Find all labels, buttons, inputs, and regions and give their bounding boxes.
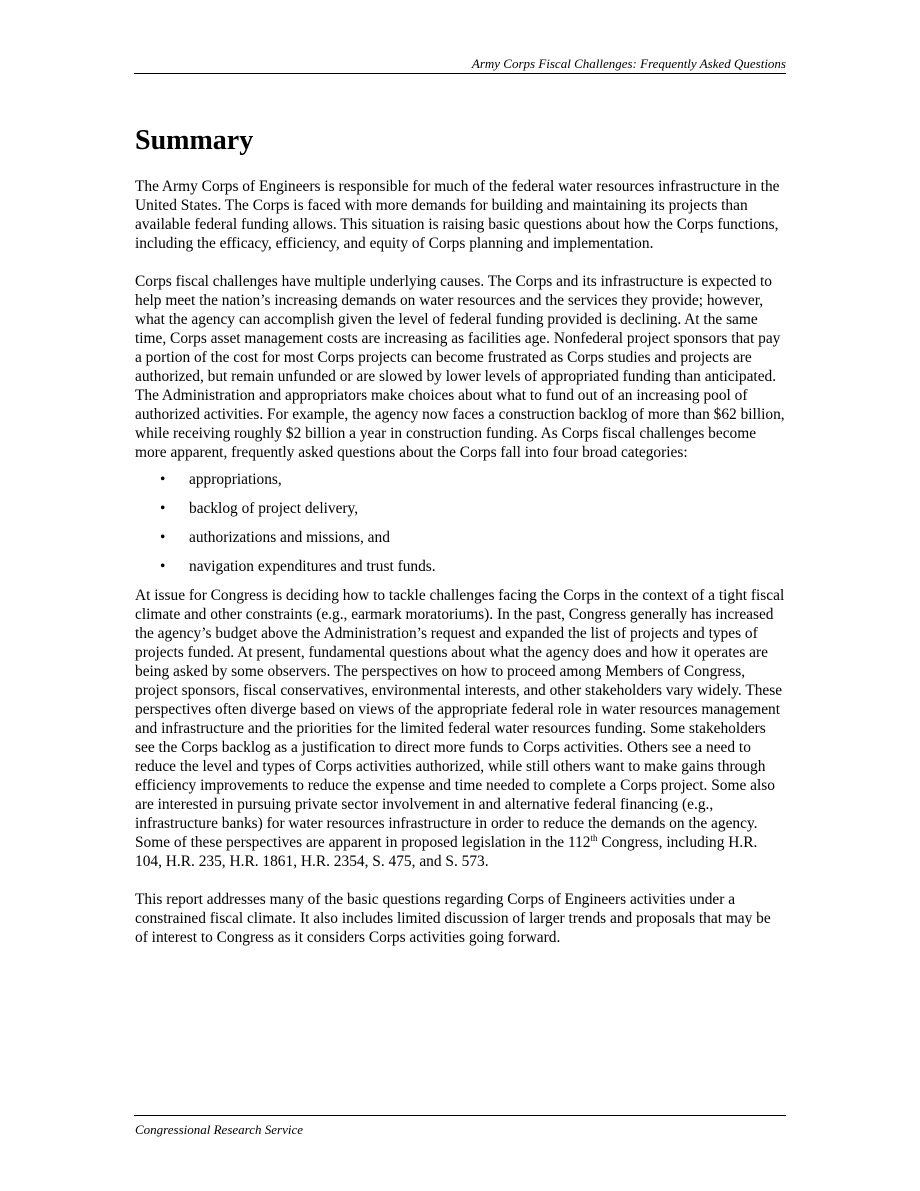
footer-rule bbox=[134, 1115, 786, 1116]
list-item bbox=[135, 499, 787, 518]
bullet-icon: • bbox=[160, 471, 166, 488]
paragraph-congress-issue-text-end: Congress, including H.R. 104, H.R. 235, H.R. 1861, H.R. 2354, S. 475, and S. 573. bbox=[135, 834, 758, 870]
paragraph-fiscal-challenges: Corps fiscal challenges have multiple underlying causes. The Corps and its infrastructure is expected to help meet the nation’s increasing demands on water resources and the services they provide; however, what the agency can accomplish given the level of federal funding provided is declining. At the same time, Corps asset management costs are increasing as facilities age. Nonfederal project sponsors that pay a portion of the cost for most Corps projects can become frustrated as Corps studies and projects are authorized, but remain unfunded or are slowed by lower levels of appropriated funding than anticipated. The Administration and appropriators make choices about what to fund out of an increasing pool of authorized activities. For example, the agency now faces a construction backlog of more than $62 billion, while receiving roughly $2 billion a year in construction funding. As Corps fiscal challenges become more apparent, frequently asked questions about the Corps fall into four broad categories: bbox=[135, 273, 785, 461]
list-item-text: navigation expenditures and trust funds. bbox=[189, 558, 436, 575]
list-item bbox=[135, 470, 787, 489]
list-item-text: authorizations and missions, and bbox=[189, 529, 390, 546]
category-list bbox=[135, 470, 787, 576]
header-rule bbox=[134, 73, 786, 74]
summary-body bbox=[135, 177, 787, 947]
paragraph-congress-issue-text: At issue for Congress is deciding how to tackle challenges facing the Corps in the context of a tight fiscal climate and other constraints (e.g., earmark moratoriums). In the past, Congress generally has increased the agency’s budget above the Administration’s request and expanded the list of projects and types of projects funded. At present, fundamental questions about what the agency does and how it operates are being asked by some observers. The perspectives on how to proceed among Members of Congress, project sponsors, fiscal conservatives, environmental interests, and other stakeholders vary widely. These perspectives often diverge based on views of the appropriate federal role in water resources management and infrastructure and the priorities for the limited federal water resources funding. Some stakeholders see the Corps backlog as a justification to direct more funds to Corps activities. Others see a need to reduce the level and types of Corps activities authorized, while still others want to make gains through efficiency improvements to reduce the expense and time needed to complete a Corps project. Some also are interested in pursuing private sector involvement in and alternative federal financing (e.g., infrastructure banks) for water resources infrastructure in order to reduce the demands on the agency. Some of these perspectives are apparent in proposed legislation in the 112 bbox=[135, 587, 785, 851]
ordinal-suffix: th bbox=[590, 832, 598, 843]
list-item-text: backlog of project delivery, bbox=[189, 500, 359, 517]
paragraph-report-scope: This report addresses many of the basic questions regarding Corps of Engineers activities under a constrained fiscal climate. It also includes limited discussion of larger trends and proposals that may be of interest to Congress as it considers Corps activities going forward. bbox=[135, 891, 771, 946]
bullet-icon: • bbox=[160, 500, 166, 517]
page-title: Summary bbox=[135, 125, 254, 156]
bullet-icon: • bbox=[160, 529, 166, 546]
paragraph-congress-issue bbox=[135, 586, 787, 871]
running-header: Army Corps Fiscal Challenges: Frequently Asked Questions bbox=[471, 56, 786, 71]
list-item bbox=[135, 528, 787, 547]
list-item bbox=[135, 557, 787, 576]
bullet-icon: • bbox=[160, 558, 166, 575]
paragraph-intro: The Army Corps of Engineers is responsible for much of the federal water resources infrastructure in the United States. The Corps is faced with more demands for building and maintaining its projects than available federal funding allows. This situation is raising basic questions about how the Corps functions, including the efficacy, efficiency, and equity of Corps planning and implementation. bbox=[135, 178, 780, 252]
list-item-text: appropriations, bbox=[189, 471, 282, 488]
running-footer: Congressional Research Service bbox=[135, 1122, 303, 1137]
